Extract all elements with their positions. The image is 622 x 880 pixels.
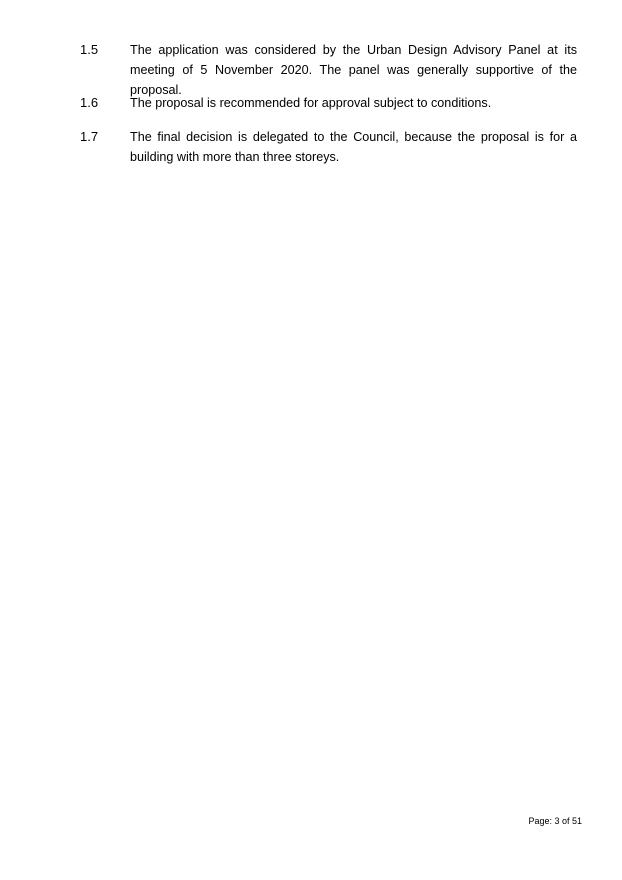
paragraph-text: The final decision is delegated to the Council, because the proposal is for a building with more than three storeys. xyxy=(130,130,577,164)
paragraph-number: 1.7 xyxy=(80,129,99,144)
paragraph-number: 1.5 xyxy=(80,42,99,57)
page-number-footer: Page: 3 of 51 xyxy=(528,816,582,826)
paragraph-number: 1.6 xyxy=(80,95,99,110)
paragraph-text: The proposal is recommended for approval subject to conditions. xyxy=(130,96,492,110)
paragraph-text: The application was considered by the Urban Design Advisory Panel at its meeting of 5 November 2020. The panel was generally supportive of the proposal. xyxy=(130,43,577,97)
